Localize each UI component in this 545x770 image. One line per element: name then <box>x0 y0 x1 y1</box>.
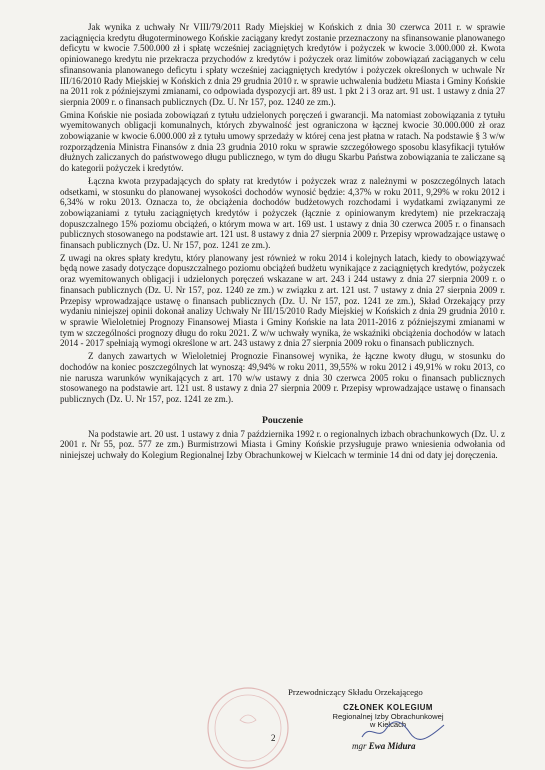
paragraph-guarantees: Gmina Końskie nie posiada zobowiązań z tytułu udzielonych poręczeń i gwarancji. Ma natomiast zobowiązania z tytułu wyemitowanych obligacji komunalnych, których zbywalność jest ograniczona w łącznej kwocie 30.000.000 zł oraz zobowiązanie w kwocie 6.000.000 zł z tytułu umowy sprzedaży w której cena jest płatna w ratach. Na podstawie § 3 w/w rozporządzenia Ministra Finansów z dnia 23 grudnia 2010 roku w sprawie szczegółowego sposobu klasyfikacji tytułów dłużnych zaliczanych do państwowego długu publicznego, w tym do długu Skarbu Państwa zobowiązania te zaliczane są do kategorii pożyczek i kredytów. <box>60 109 505 174</box>
paragraph-repayment-ratio: Łączna kwota przypadających do spłaty rat kredytów i pożyczek wraz z należnymi w poszczególnych latach odsetkami, w stosunku do planowanej wysokości dochodów wynosić będzie: 4,37% w roku 2011, 9,29% w roku 2012 i 6,34% w roku 2013. Oznacza to, że obciążenia dochodów budżetowych rozchodami i wydatkami związanymi ze zobowiązaniami z tytułu zaciągniętych kredytów i pożyczek (łącznie z opiniowanym kredytem) nie przekraczają dopuszczalnego 15% poziomu obciążeń, o którym mowa w art. 169 ust. 1 ustawy z dnia 30 czerwca 2005 r. o finansach publicznych stosowanego na podstawie art. 121 ust. 8 ustawy z dnia 27 sierpnia 2009 r. Przepisy wprowadzające ustawę o finansach publicznych (Dz. U. Nr 157, poz. 1241 ze zm.). <box>60 175 505 251</box>
stamp-title: CZŁONEK KOLEGIUM <box>343 703 433 712</box>
chair-label: Przewodniczący Składu Orzekającego <box>288 687 423 697</box>
document-body <box>60 22 505 463</box>
signer-prefix: mgr <box>352 741 367 751</box>
official-seal <box>200 670 310 770</box>
signer-name <box>352 741 416 751</box>
instruction-text: Na podstawie art. 20 ust. 1 ustawy z dnia 7 października 1992 r. o regionalnych izbach obrachunkowych (Dz. U. z 2001 r. Nr 55, poz. 577 ze zm.) Burmistrzowi Miasta i Gminy Końskie przysługuje prawo wniesienia odwołania od niniejszej uchwały do Kolegium Regionalnej Izby Obrachunkowej w Kielcach w terminie 14 dni od daty jej doręczenia. <box>60 428 505 461</box>
paragraph-loan-purpose: Jak wynika z uchwały Nr VIII/79/2011 Rady Miejskiej w Końskich z dnia 30 czerwca 2011 r. w sprawie zaciągnięcia kredytu długoterminowego Końskie zaciągany kredyt zostanie przeznaczony na sfinansowanie planowanego deficytu w kwocie 7.500.000 zł i spłatę wcześniej zaciągniętych kredytów i pożyczek w kwocie 3.000.000 zł. Kwota opiniowanego kredytu nie przekracza przychodów z kredytów i pożyczek oraz limitów zobowiązań zaciąganych w celu sfinansowania planowanego deficytu i spłaty wcześniej zaciągniętych kredytów i pożyczek określonych w uchwale Nr III/16/2010 Rady Miejskiej w Końskich z dnia 29 grudnia 2010 r. w sprawie uchwalenia budżetu Miasta i Gminy Końskie na 2011 rok z późniejszymi zmianami, co odpowiada dyspozycji art. 89 ust. 1 pkt 2 i 3 oraz art. 91 ust. 1 ustawy z dnia 27 sierpnia 2009 r. o finansach publicznych (Dz. U. Nr 157, poz. 1240 ze zm.). <box>60 22 505 107</box>
instruction-heading: Pouczenie <box>261 414 304 426</box>
stamp-city: w Kielcach <box>369 720 407 730</box>
stamp-institution: Regionalnej Izby Obrachunkowej <box>332 711 444 721</box>
page-number: 2 <box>271 733 276 743</box>
handwritten-signature <box>358 719 448 743</box>
paragraph-repayment-period: Z uwagi na okres spłaty kredytu, który planowany jest również w roku 2014 i kolejnych latach, kiedy to obowiązywać będą nowe zasady dotyczące dopuszczalnego poziomu obciążeń budżetu wynikające z zaciągniętych kredytów, pożyczek oraz wyemitowanych obligacji i udzielonych poręczeń wskazane w art. 243 i 244 ustawy z dnia 27 sierpnia 2009 r. o finansach publicznych (Dz. U. Nr 157, poz. 1240 ze zm.) w związku z art. 121 ust. 7 ustawy z dnia 27 sierpnia 2009 r. Przepisy wprowadzające ustawę o finansach publicznych (Dz. U. Nr 157, poz. 1241 ze zm.), Skład Orzekający przy wydaniu niniejszej opinii dokonał analizy Uchwały Nr III/15/2010 Rady Miejskiej w Końskich z dnia 29 grudnia 2010 r. w sprawie Wieloletniej Prognozy Finansowej Miasta i Gminy Końskie na lata 2011-2016 z późniejszymi zmianami w tym w szczególności prognozy długu do roku 2021. Z w/w uchwały wynika, że wskaźniki obciążenia dochodów w latach 2014 - 2017 spełniają wymogi określone w art. 243 ustawy z dnia 27 sierpnia 2009 roku o finansach publicznych. <box>60 252 505 349</box>
signer-full-name: Ewa Midura <box>368 741 416 751</box>
paragraph-debt-forecast: Z danych zawartych w Wieloletniej Prognozie Finansowej wynika, że łączne kwoty długu, w stosunku do dochodów na koniec poszczególnych lat wynoszą: 49,94% w roku 2011, 39,55% w roku 2012 i 49,91% w roku 2013, co nie narusza warunków wynikających z art. 170 w/w ustawy z dnia 30 czerwca 2005 roku o finansach publicznych stosowanego na podstawie art. 121 ust. 8 ustawy z dnia 27 sierpnia 2009 r. Przepisy wprowadzające ustawę o finansach publicznych (Dz. U. Nr 157, poz. 1241 ze zm.). <box>60 351 505 404</box>
